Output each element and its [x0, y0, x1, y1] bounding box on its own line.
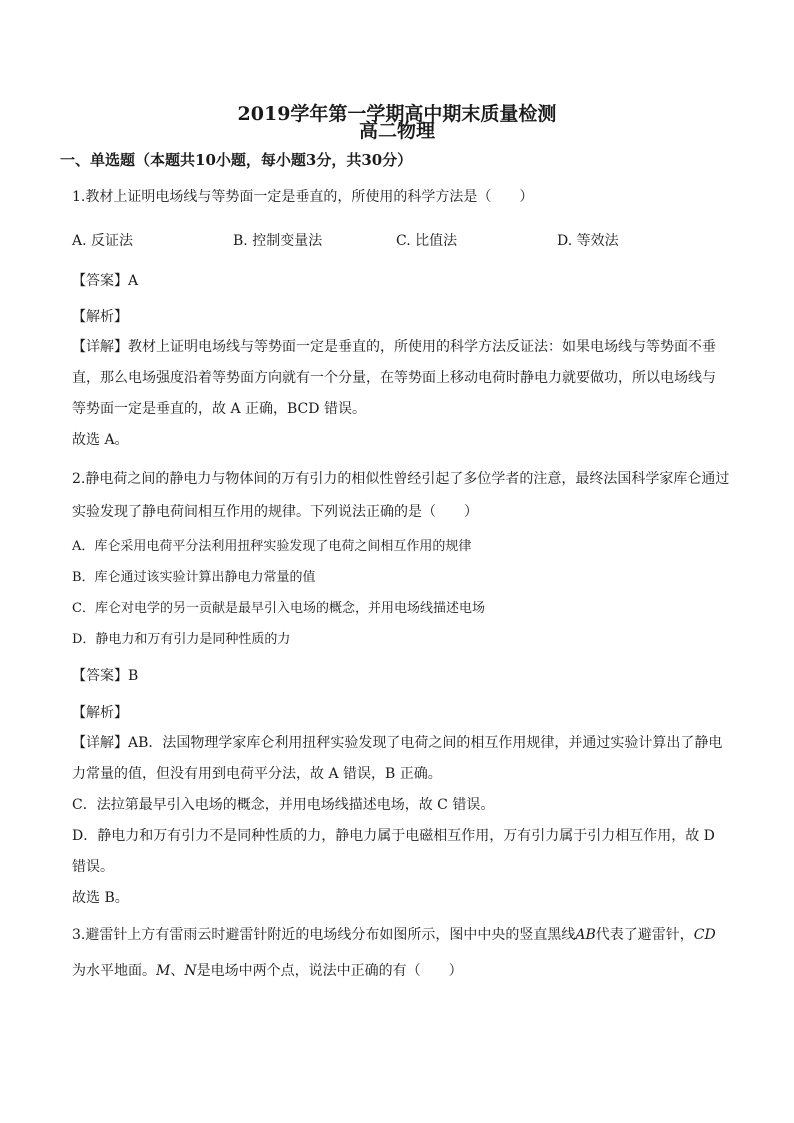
q2-answer-label: 【答案】: [72, 668, 128, 684]
q2-detail-line-3: C．法拉第最早引入电场的概念，并用电场线描述电场，故 C 错误。: [72, 797, 495, 813]
q1-option-b: B. 控制变量法: [233, 233, 323, 249]
q3-text-2a: 为水平地面。: [72, 963, 156, 979]
q1-detail-label: 【详解】: [72, 339, 128, 355]
q2-option-a: A．库仑采用电荷平分法利用扭秤实验发现了电荷之间相互作用的规律: [72, 539, 472, 554]
q1-answer-value: A: [128, 273, 139, 289]
q3-text-2b: 是电场中两个点，说法中正确的有（ ）: [196, 963, 463, 979]
page-subtitle: 高二物理: [358, 120, 435, 142]
q3-var-n: N: [184, 963, 197, 979]
question-2-stem-line-1: 2.静电荷之间的静电力与物体间的万有引力的相似性曾经引起了多位学者的注意，最终法国科学家库仑通过: [72, 471, 730, 487]
q1-detail-line-2: 直，那么电场强度沿着等势面方向就有一个分量，在等势面上移动电荷时静电力就要做功，所以电场线与: [72, 370, 716, 386]
q1-detail-line-3: 等势面一定是垂直的，故 A 正确，BCD 错误。: [72, 401, 366, 417]
q3-var-cd: CD: [693, 927, 716, 943]
q3-sep: 、: [170, 963, 185, 979]
q2-conclusion: 故选 B。: [72, 890, 129, 906]
q1-option-a: A. 反证法: [72, 233, 134, 249]
q3-var-m: M: [156, 963, 171, 979]
q1-option-d: D. 等效法: [557, 233, 619, 249]
q2-answer-value: B: [128, 668, 139, 684]
question-3-stem-line-1: [72, 925, 716, 945]
q1-option-c: C. 比值法: [396, 233, 458, 249]
section-heading: 一、单选题（本题共10小题，每小题3分，共30分）: [60, 151, 413, 169]
q2-option-c: C．库仑对电学的另一贡献是最早引入电场的概念，并用电场线描述电场: [72, 601, 485, 616]
question-2-stem-line-2: 实验发现了静电荷间相互作用的规律。下列说法正确的是（ ）: [72, 504, 478, 520]
q2-detail-line-2: 力常量的值，但没有用到电荷平分法，故 A 错误，B 正确。: [72, 766, 442, 782]
q2-detail-line-4: D．静电力和万有引力不是同种性质的力，静电力属于电磁相互作用，万有引力属于引力相互作用，故 D: [72, 828, 715, 844]
q2-answer: [72, 665, 138, 685]
q1-analysis-label: 【解析】: [72, 309, 128, 325]
q1-detail-text-1: 教材上证明电场线与等势面一定是垂直的，所使用的科学方法反证法：如果电场线与等势面不垂: [128, 339, 716, 355]
q1-answer-label: 【答案】: [72, 273, 128, 289]
q2-option-b: B．库仑通过该实验计算出静电力常量的值: [72, 570, 316, 585]
q1-conclusion: 故选 A。: [72, 432, 129, 448]
q3-text-1b: 代表了避雷针，: [595, 927, 694, 943]
q1-answer: [72, 270, 138, 290]
q2-detail-text-1: AB．法国物理学家库仑利用扭秤实验发现了电荷之间的相互作用规律，并通过实验计算出了静电: [128, 735, 723, 751]
q2-detail-label: 【详解】: [72, 735, 128, 751]
question-3-stem-line-2: [72, 961, 463, 981]
q2-detail-line-5: 错误。: [72, 859, 114, 875]
q3-var-ab: AB: [575, 927, 596, 943]
q2-option-d: D．静电力和万有引力是同种性质的力: [72, 632, 291, 647]
q3-text-1a: 3.避雷针上方有雷雨云时避雷针附近的电场线分布如图所示，图中中央的竖直黑线: [72, 927, 576, 943]
q2-analysis-label: 【解析】: [72, 705, 128, 721]
page-title: 2019学年第一学期高中期末质量检测: [237, 103, 557, 125]
q2-detail-line-1: [72, 733, 722, 753]
question-1-stem: 1.教材上证明电场线与等势面一定是垂直的，所使用的科学方法是（ ）: [72, 189, 534, 205]
q1-detail-line-1: [72, 337, 716, 357]
